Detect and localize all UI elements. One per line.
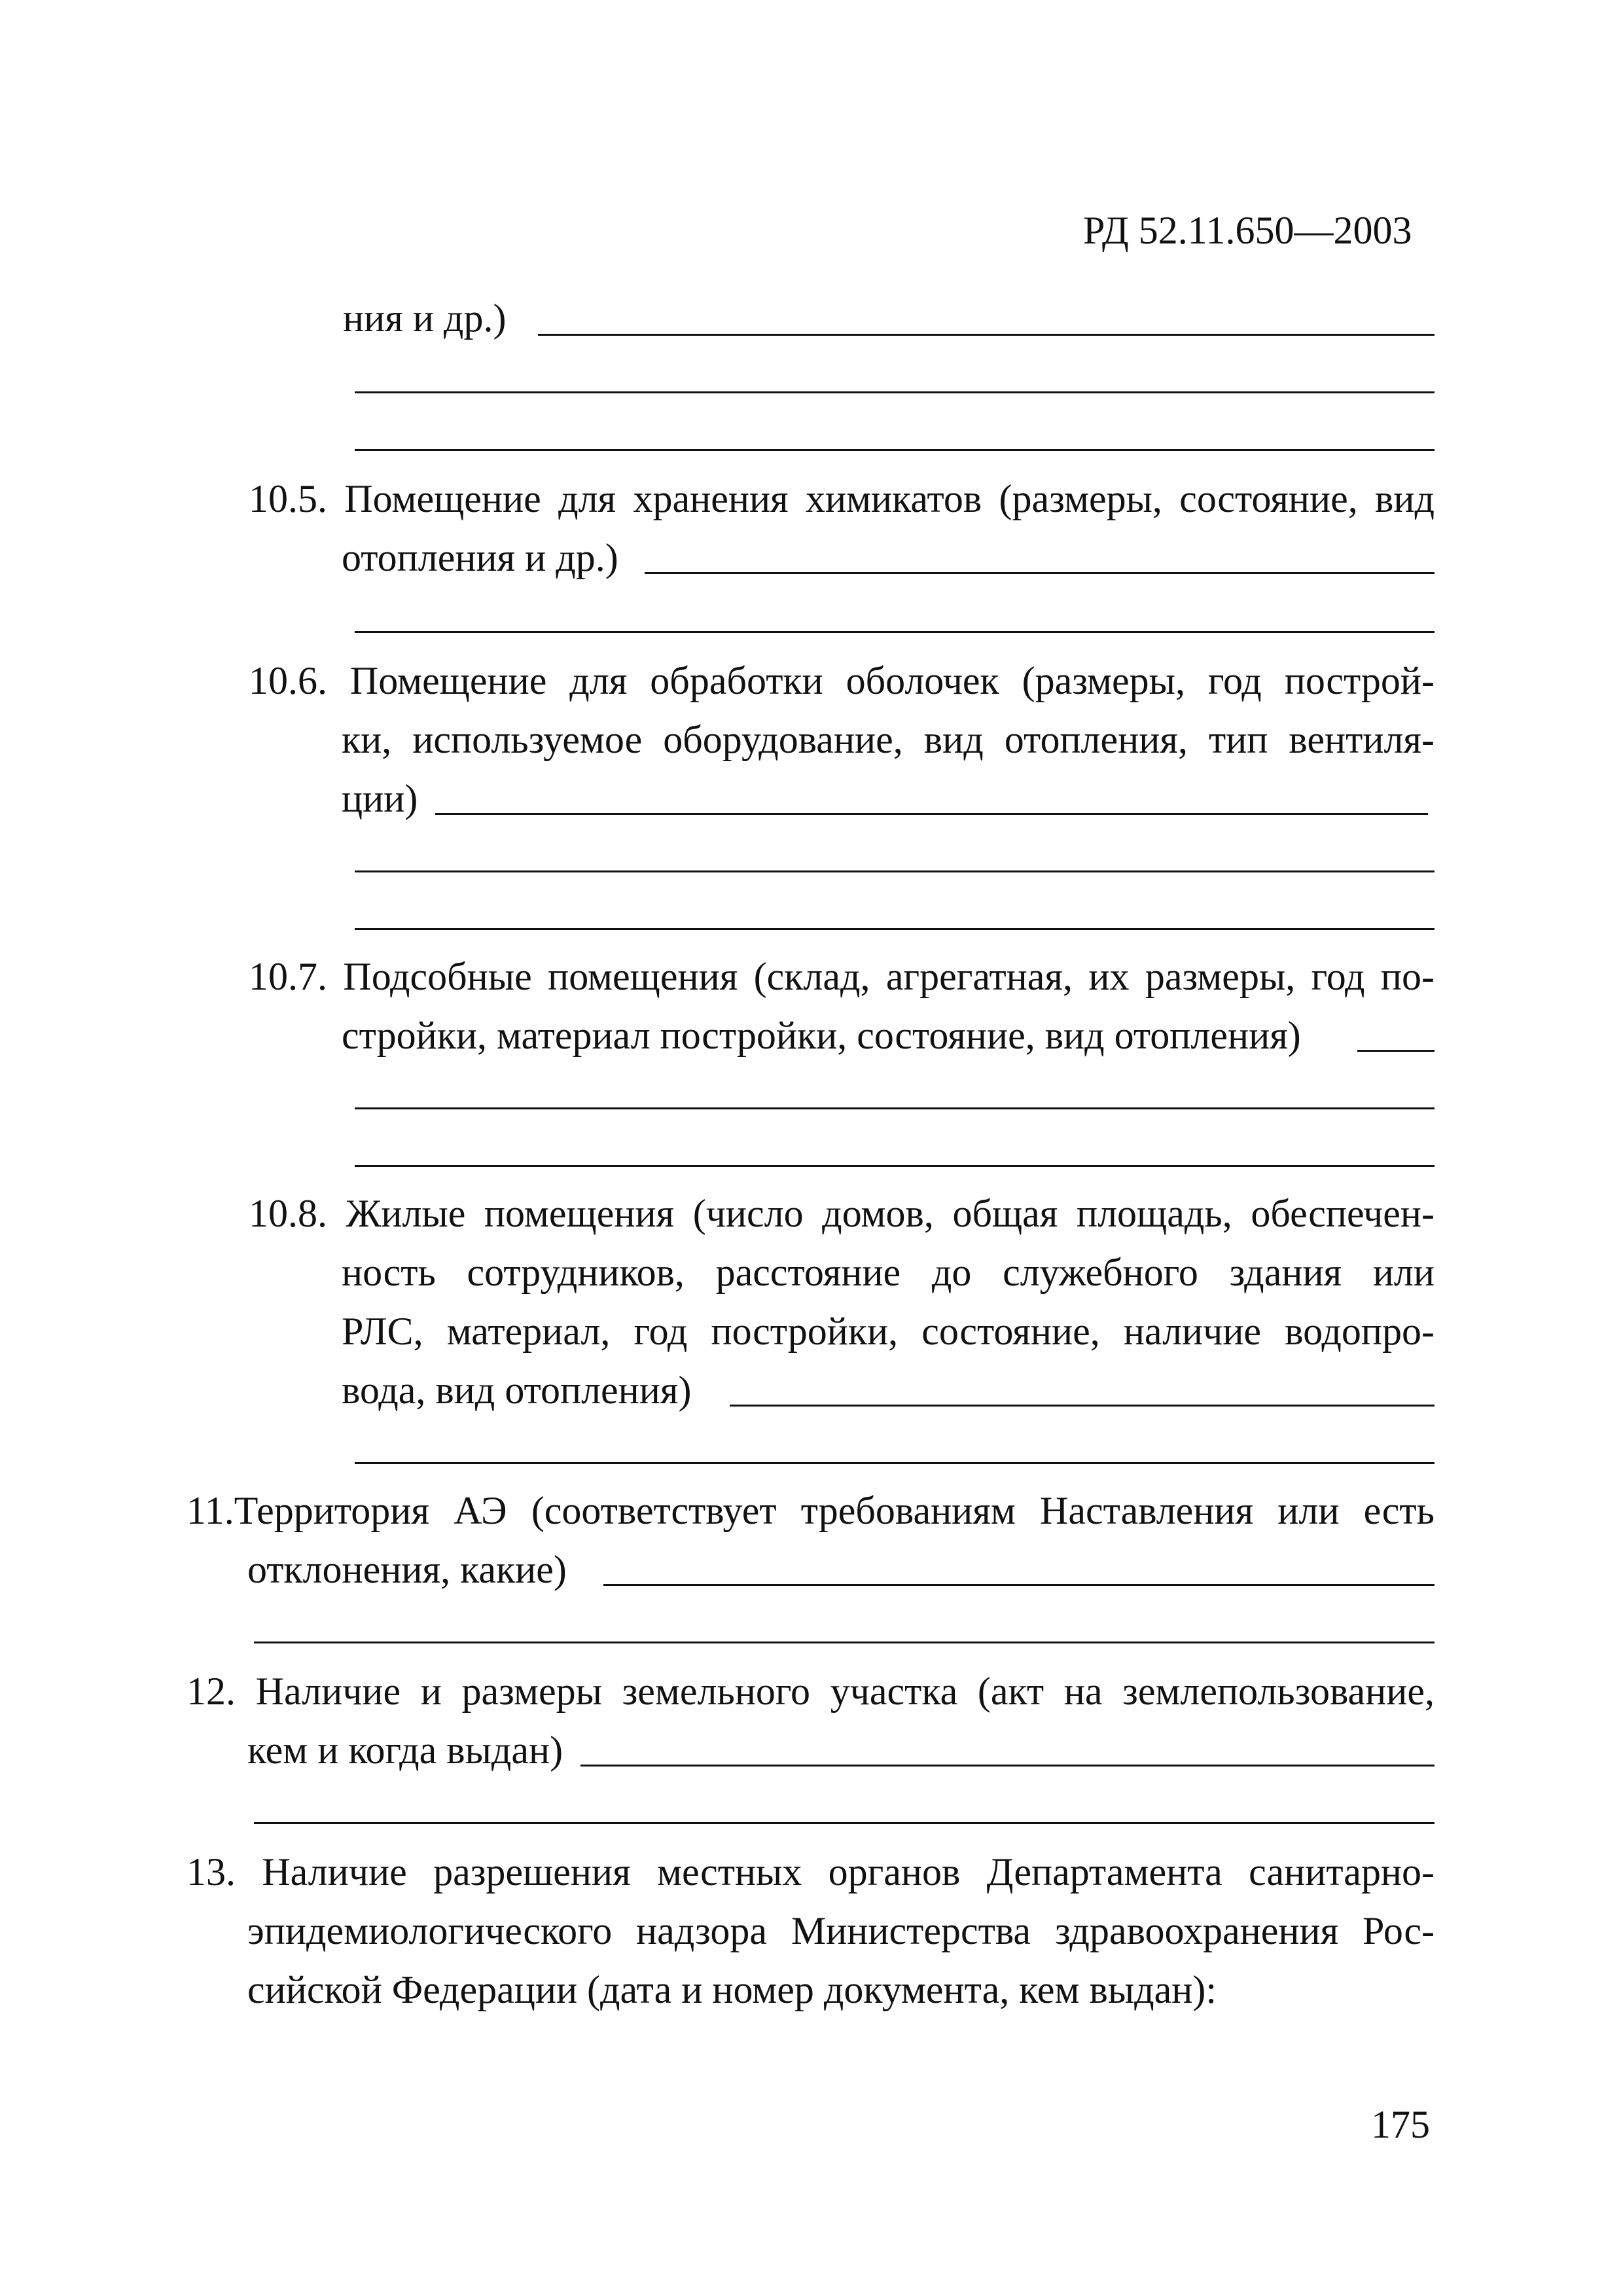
item-10-6-line-2: ки, используемое оборудование, вид отопления, тип вентиля- bbox=[342, 718, 1435, 761]
item-13-line-3: сийской Федерации (дата и номер документа, кем выдан): bbox=[247, 1968, 1217, 2011]
fill-line bbox=[355, 1165, 1435, 1167]
fill-line bbox=[580, 1765, 1435, 1767]
fill-line bbox=[355, 1107, 1435, 1109]
fill-line bbox=[355, 1462, 1435, 1464]
item-10-8-line-3: РЛС, материал, год постройки, состояние, наличие водопро- bbox=[342, 1310, 1435, 1353]
item-10-5-line-1: 10.5. Помещение для хранения химикатов (размеры, состояние, вид bbox=[249, 477, 1435, 520]
fill-line bbox=[254, 1641, 1435, 1643]
item-10-8-line-2: ность сотрудников, расстояние до служебного здания или bbox=[342, 1251, 1435, 1294]
item-13-line-2: эпидемиологического надзора Министерства здравоохранения Рос- bbox=[247, 1909, 1435, 1952]
item-13-line-1: 13. Наличие разрешения местных органов Департамента санитарно- bbox=[187, 1850, 1435, 1893]
fill-line bbox=[603, 1584, 1435, 1586]
page-number: 175 bbox=[1371, 2103, 1430, 2146]
fill-line bbox=[355, 870, 1435, 872]
fill-line bbox=[538, 334, 1435, 336]
item-11-line-1: 11.Территория АЭ (соответствует требованиям Наставления или есть bbox=[187, 1489, 1435, 1532]
item-10-4-continuation: ния и др.) bbox=[343, 296, 507, 340]
fill-line bbox=[355, 631, 1435, 633]
item-11-line-2: отклонения, какие) bbox=[247, 1548, 567, 1591]
fill-line bbox=[645, 572, 1435, 574]
item-12-line-1: 12. Наличие и размеры земельного участка (акт на землепользование, bbox=[187, 1670, 1435, 1713]
fill-line bbox=[355, 928, 1435, 930]
fill-line bbox=[355, 449, 1435, 451]
fill-line bbox=[730, 1405, 1435, 1407]
fill-line bbox=[355, 391, 1435, 393]
fill-line bbox=[1357, 1050, 1435, 1052]
item-10-7-line-1: 10.7. Подсобные помещения (склад, агрегатная, их размеры, год по- bbox=[249, 955, 1435, 998]
item-10-6-line-1: 10.6. Помещение для обработки оболочек (размеры, год построй- bbox=[249, 659, 1435, 702]
item-10-8-line-1: 10.8. Жилые помещения (число домов, общая площадь, обеспечен- bbox=[249, 1192, 1435, 1235]
item-12-line-2: кем и когда выдан) bbox=[247, 1729, 563, 1772]
fill-line bbox=[254, 1822, 1435, 1824]
item-10-6-line-3: ции) bbox=[342, 777, 418, 820]
document-header: РД 52.11.650—2003 bbox=[1083, 209, 1412, 252]
item-10-5-line-2: отопления и др.) bbox=[342, 536, 618, 579]
item-10-7-line-2: стройки, материал постройки, состояние, вид отопления) bbox=[342, 1014, 1301, 1057]
fill-line bbox=[435, 813, 1428, 815]
item-10-8-line-4: вода, вид отопления) bbox=[342, 1369, 692, 1412]
